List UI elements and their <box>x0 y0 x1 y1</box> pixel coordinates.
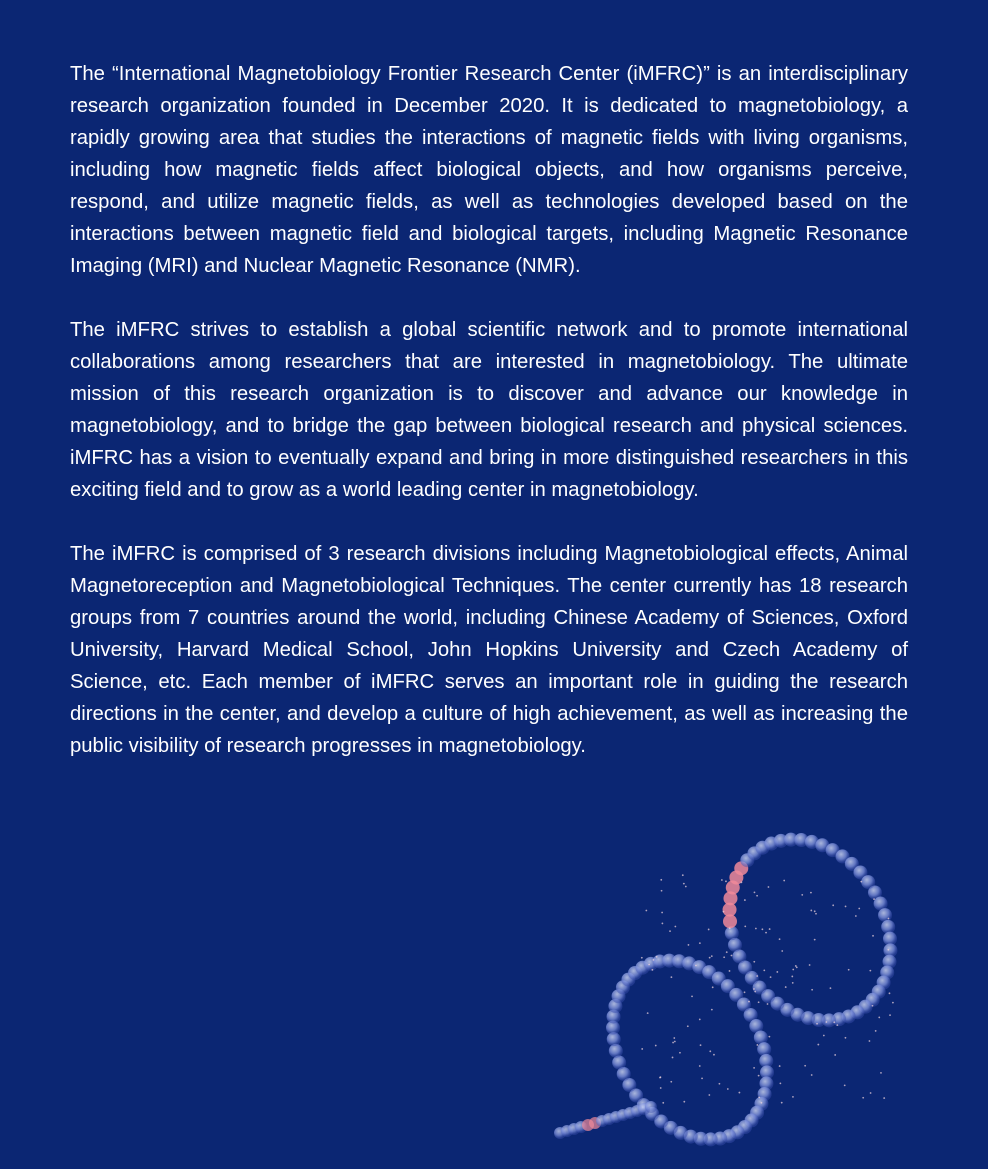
particle-dot <box>683 1101 685 1103</box>
particle-dot <box>763 969 765 971</box>
particle-dot <box>830 987 832 989</box>
particle-dot <box>709 1050 711 1052</box>
particle-dot <box>687 1025 689 1027</box>
dna-helix-illustration <box>540 815 960 1155</box>
particle-dot <box>711 1009 713 1011</box>
helix-bead <box>757 1042 771 1056</box>
particle-dot <box>883 1097 885 1099</box>
document-body <box>70 58 908 794</box>
particle-dot <box>834 1054 836 1056</box>
particle-dot <box>741 881 743 883</box>
particle-dot <box>685 886 687 888</box>
particle-dot <box>756 895 758 897</box>
particle-dot <box>869 1040 871 1042</box>
particle-dot <box>670 1081 672 1083</box>
particle-dot <box>760 1102 762 1104</box>
particle-dot <box>758 1097 760 1099</box>
particle-dot <box>892 1002 894 1004</box>
particle-dot <box>711 955 713 957</box>
particle-dot <box>719 1083 721 1085</box>
particle-dot <box>672 1042 674 1044</box>
particle-dot <box>810 892 812 894</box>
particle-dot <box>753 961 755 963</box>
particle-dot <box>672 1057 674 1059</box>
particle-dot <box>660 879 662 881</box>
helix-bead <box>878 908 892 922</box>
particle-dot <box>860 881 862 883</box>
particle-dot <box>729 927 731 929</box>
particle-dot <box>754 891 756 893</box>
particle-dot <box>713 1054 715 1056</box>
particle-dot <box>708 1094 710 1096</box>
particle-dot <box>768 1036 770 1038</box>
particle-dot <box>700 1044 702 1046</box>
particle-dot <box>889 992 891 994</box>
helix-bead <box>645 1101 657 1113</box>
particle-dot <box>758 1075 760 1077</box>
particle-dot <box>785 986 787 988</box>
particle-dot <box>779 1065 781 1067</box>
particle-dot <box>809 964 811 966</box>
helix-bead <box>881 920 895 934</box>
particle-dot <box>781 1102 783 1104</box>
particle-dot <box>875 1030 877 1032</box>
particle-dot <box>888 918 890 920</box>
particle-dot <box>647 1012 649 1014</box>
particle-dot <box>765 932 767 934</box>
particle-dot <box>880 1072 882 1074</box>
particle-dot <box>744 925 746 927</box>
particle-dot <box>723 956 725 958</box>
helix-bead <box>609 1044 623 1058</box>
particle-dot <box>656 956 658 958</box>
particle-dot <box>889 1014 891 1016</box>
particle-dot <box>858 908 860 910</box>
particle-dot <box>670 976 672 978</box>
particle-dot <box>662 1102 664 1104</box>
particle-dot <box>729 970 731 972</box>
helix-bead <box>737 998 751 1012</box>
particle-dot <box>872 1005 874 1007</box>
particle-dot <box>783 880 785 882</box>
particle-dot <box>758 1001 760 1003</box>
particle-dot <box>661 923 663 925</box>
paragraph-intro: The “International Magnetobiology Frontier Research Center (iMFRC)” is an interdisciplinary research organization founded in December 2020. It is dedicated to magnetobiology, a rapidly growing area that studies the interactions of magnetic fields with living organisms, including how magnetic fields affect biological objects, and how organisms perceive, respond, and utilize magnetic fields, as well as technologies developed based on the interactions between magnetic field and biological targets, including Magnetic Resonance Imaging (MRI) and Nuclear Magnetic Resonance (NMR). <box>70 63 908 277</box>
particle-dot <box>754 991 756 993</box>
particle-dot <box>645 910 647 912</box>
particle-dot <box>878 1017 880 1019</box>
particle-dot <box>791 976 793 978</box>
particle-dot <box>761 928 763 930</box>
particle-dot <box>753 988 755 990</box>
particle-dot <box>738 1092 740 1094</box>
particle-dot <box>699 942 701 944</box>
particle-dot <box>695 965 697 967</box>
particle-dot <box>844 1084 846 1086</box>
particle-dot <box>801 894 803 896</box>
particle-dot <box>815 913 817 915</box>
particle-dot <box>779 1082 781 1084</box>
particle-dot <box>744 991 746 993</box>
particle-dot <box>887 949 889 951</box>
particle-dot <box>653 959 655 961</box>
paragraph-divisions: The iMFRC is comprised of 3 research divisions including Magnetobiological effects, Animal Magnetoreception and Magnetobiological Techniques. The center currently has 18 research groups from 7 countries around the world, including Chinese Academy of Sciences, Oxford University, Harvard Medical School, John Hopkins University and Czech Academy of Science, etc. Each member of iMFRC serves an important role in guiding the research directions in the center, and develop a culture of high achievement, as well as increasing the public visibility of research progresses in magnetobiology. <box>70 543 908 757</box>
particle-dot <box>768 886 770 888</box>
particle-dot <box>823 1035 825 1037</box>
particle-dot <box>873 898 875 900</box>
particle-dot <box>661 912 663 914</box>
particle-dot <box>691 995 693 997</box>
particle-dot <box>810 910 812 912</box>
particle-dot <box>814 939 816 941</box>
particle-dot <box>726 951 728 953</box>
particle-dot <box>712 986 714 988</box>
particle-dot <box>826 1021 828 1023</box>
particle-dot <box>869 970 871 972</box>
particle-dot <box>756 1044 758 1046</box>
particle-dot <box>792 969 794 971</box>
particle-dot <box>731 955 733 957</box>
particle-dot <box>870 1092 872 1094</box>
particle-dot <box>674 926 676 928</box>
particle-dot <box>811 1074 813 1076</box>
particle-dot <box>814 910 816 912</box>
particle-dot <box>661 890 663 892</box>
particle-dot <box>727 1088 729 1090</box>
particle-dot <box>725 880 727 882</box>
helix-bead <box>861 875 875 889</box>
particle-dot <box>817 1044 819 1046</box>
particle-dot <box>779 938 781 940</box>
particle-dot <box>862 1097 864 1099</box>
particle-dot <box>723 911 725 913</box>
particle-dot <box>848 969 850 971</box>
particle-dot <box>641 1048 643 1050</box>
particle-dot <box>792 982 794 984</box>
particle-dot <box>872 935 874 937</box>
particle-dot <box>679 1052 681 1054</box>
particle-dot <box>660 1087 662 1089</box>
helix-bead <box>725 926 739 940</box>
particle-dot <box>767 1003 769 1005</box>
particle-dot <box>855 915 857 917</box>
particle-dot <box>804 1065 806 1067</box>
particle-dot <box>674 1041 676 1043</box>
particle-dot <box>699 1019 701 1021</box>
particle-dot <box>816 1023 818 1025</box>
particle-dot <box>659 1077 661 1079</box>
particle-dot <box>833 1021 835 1023</box>
particle-dot <box>699 1065 701 1067</box>
particle-dot <box>651 969 653 971</box>
particle-dot <box>655 1045 657 1047</box>
particle-dot <box>753 1067 755 1069</box>
particle-dot <box>792 1096 794 1098</box>
particle-dot <box>673 1037 675 1039</box>
particle-dot <box>682 874 684 876</box>
particle-dot <box>669 930 671 932</box>
particle-dot <box>769 928 771 930</box>
particle-dot <box>721 879 723 881</box>
particle-dot <box>845 1037 847 1039</box>
particle-dot <box>776 971 778 973</box>
paragraph-mission: The iMFRC strives to establish a global scientific network and to promote international collaborations among researchers that are interested in magnetobiology. The ultimate mission of this research organization is to discover and advance our knowledge in magnetobiology, and to bridge the gap between biological research and physical sciences. iMFRC has a vision to eventually expand and bring in more distinguished researchers in this exciting field and to grow as a world leading center in magnetobiology. <box>70 319 908 501</box>
particle-dot <box>708 929 710 931</box>
particle-dot <box>836 1024 838 1026</box>
particle-dot <box>795 965 797 967</box>
particle-dot <box>641 957 643 959</box>
particle-dot <box>701 1077 703 1079</box>
particle-dot <box>755 928 757 930</box>
particle-dot <box>683 883 685 885</box>
particle-dot <box>845 906 847 908</box>
particle-dot <box>744 899 746 901</box>
particle-dot <box>770 976 772 978</box>
particle-dot <box>688 944 690 946</box>
particle-dot <box>648 964 650 966</box>
particle-dot <box>756 975 758 977</box>
particle-dot <box>709 957 711 959</box>
particle-dot <box>748 1001 750 1003</box>
helix-bead <box>728 938 742 952</box>
particle-dot <box>781 950 783 952</box>
particle-dot <box>811 989 813 991</box>
particle-dot <box>832 904 834 906</box>
